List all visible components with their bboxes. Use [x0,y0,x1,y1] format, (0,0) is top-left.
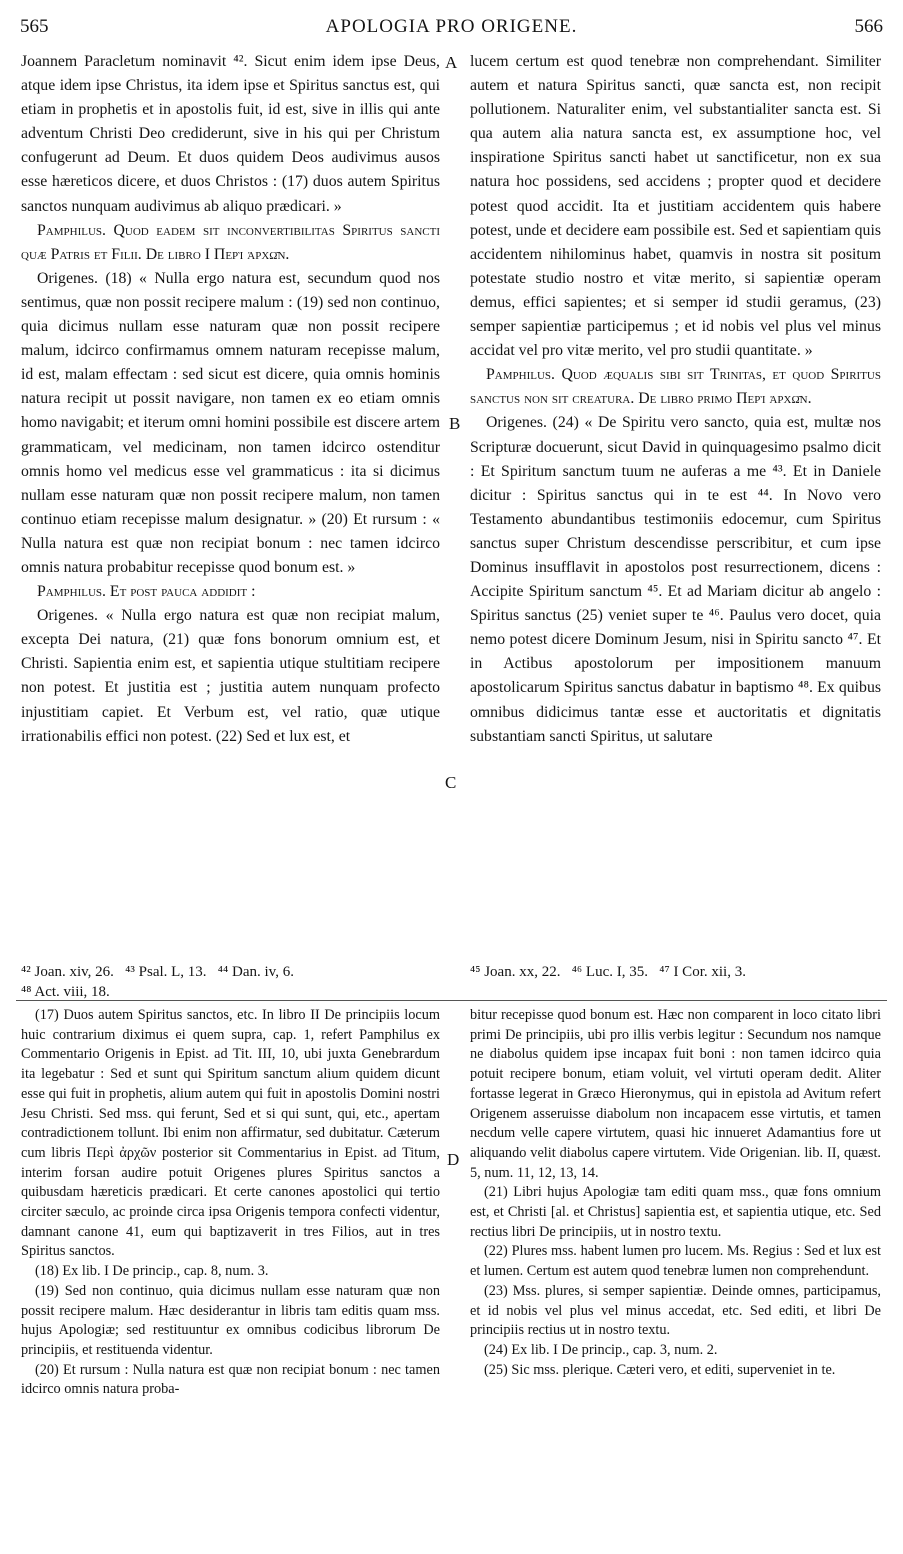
note: (25) Sic mss. plerique. Cæteri vero, et editi, superveniet in te. [484,1361,836,1378]
paragraph: Pamphilus. Quod æqualis sibi sit Trinitas, et quod Spiritus sanctus non sit creatura. De libro primo Περὶ ἀρχῶν. [470,366,881,408]
page-header [16,14,887,44]
page-number-left: 565 [20,16,49,37]
footnotes-right [470,962,881,982]
note: (20) Et rursum : Nulla natura est quæ non recipiat bonum : nec tamen idcirco omnis natura proba- [21,1361,440,1398]
footnote-line: ⁴⁸ Act. viii, 18. [21,984,110,1000]
page-number-right: 566 [854,16,883,37]
paragraph: lucem certum est quod tenebræ non comprehendant. Similiter autem et natura Spiritus sancti, quæ sancta est, non recipit pollutionem. Naturaliter enim, vel substantialiter sancta est. Si qua autem alia natura sancta est, ex assumptione hoc, vel inspiratione Spiritus sancti habet ut sanctificetur, non ex sua natura hoc possidens, sed accidens ; propter quod et decidere potest quod accidit. Ita et justitiam accidentem quis habere potest, unde et decidere eam possibile est. Sed et sapientiam quis accidentem nihilominus habet, quamvis in nostra sit positum potestate studio nostro et vitæ merito, si sapientiæ operam demus, effici sapientes; et si semper id studii geramus, (23) semper sapientiæ participemus ; et id nobis vel plus vel minus accidat vel pro vitæ merito, vel pro studii quantitate. » [470,53,881,360]
right-text-column [470,50,881,955]
paragraph: Pamphilus. Quod eadem sit inconvertibilitas Spiritus sancti quæ Patris et Filii. De libro I Περὶ ἀρχῶν. [21,221,440,263]
paragraph: Origenes. « Nulla ergo natura est quæ non recipiat malum, excepta Dei natura, (21) quæ fons bonorum omnium est, et Christi. Sapientia enim est, et sapientia utique stultitiam recipere non potest. Et justitia est ; justitia autem nunquam profecto injustitiam capiet. Et Verbum est, vel ratio, quæ utique irrationabilis effici non potest. (22) Sed et lux est, et [21,607,440,745]
paragraph: Pamphilus. Et post pauca addidit : [37,583,256,601]
footnote-line: ⁴⁵ Joan. xx, 22. ⁴⁶ Luc. I, 35. ⁴⁷ I Cor. xii, 3. [470,964,746,980]
note: (22) Plures mss. habent lumen pro lucem. Ms. Regius : Sed et lux est et lumen. Certum est autem quod tenebræ lumen non comprehendunt. [470,1243,881,1280]
paragraph: Joannem Paracletum nominavit ⁴². Sicut enim idem ipse Deus, atque idem ipse Christus, ita idem ipse et Spiritus sanctus est, qui etiam in prophetis et in apostolis fuit, id est, sive in illis qui ante adventum Christi Deo crediderunt, sive in his qui per Christum confugerunt ad Deum. Et duos quidem Deos audivimus ausos esse hæreticos dicere, et duos Christos : (17) duos autem Spiritus sanctos nunquam audivimus ab aliquo prædicari. » [21,53,440,215]
footnote-line: ⁴² Joan. xiv, 26. ⁴³ Psal. L, 13. ⁴⁴ Dan. iv, 6. [21,964,294,980]
note: (17) Duos autem Spiritus sanctos, etc. In libro II De principiis locum huic contrarium diximus ei quem supra, cap. 1, refert Pamphilus ex Commentario Origenis in Epist. ad Tit. III, 10, ubi juxta Genebrardum ita legebatur : Sed et sunt qui Spiritum sanctum alium quidem dicunt esse qui fuit in prophetis, alium autem qui fuit in apostolis Domini nostri Jesu Christi. Sed mss. qui ferunt, Sed et si qui sunt, qui, etc., apertam contradictionem tollunt. Ibi enim non affirmatur, sed dubitatur. Cæterum cum libris Περὶ ἀρχῶν posterior sit Commentarius in Epist. ad Titum, interim forsan audire potuit Origenes plures Spiritus sanctos a quibusdam hæreticis prædicari. Et certe canones apostolici qui tertio circiter sæculo, ac proinde circa ipsa Origenis tempora confecti videntur, damnant canone 41, eum qui baptizaverit in tres Filios, aut in tres Spiritus sanctos. [21,1007,440,1260]
notes-separator [16,1000,887,1001]
left-notes-column [21,1006,440,1536]
note: bitur recepisse quod bonum est. Hæc non comparent in loco citato libri primi De principiis, ubi pro illis verbis legitur : Secundum nos namque ne diabolus quidem ipse incapax fuit boni : non tamen idcirco quia potuit recipere bonum, etiam voluit, vel virtuti operam dedit. Aliter fortasse legerat in Græco Hieronymus, qui in epistola ad Avitum refert Origenem asseruisse diabolum non incapacem esse virtutis, et tamen necdum velle capere virtutem, quasi hic innueret Adamantius fore ut aliquando velit diabolus capere virtutem. Vide Origenian. lib. II, quæst. 5, num. 11, 12, 13, 14. [470,1007,881,1181]
margin-mark-b: B [449,414,461,433]
footnotes-left [21,962,440,1002]
left-text-column [21,50,440,955]
right-notes-column [470,1006,881,1536]
margin-mark-a: A [445,53,458,72]
note: (23) Mss. plures, si semper sapientiæ. Deinde omnes, participamus, et id nobis vel plus vel minus accedat, etc. Sed editi, et libri De principiis rectius ut in nostro textu. [470,1282,881,1339]
margin-mark-c: C [445,773,457,792]
note: (24) Ex lib. I De princip., cap. 3, num. 2. [484,1341,718,1358]
note: (21) Libri hujus Apologiæ tam editi quam mss., quæ fons omnium est, et Christi [al. et Christus] sapientia est, et sapientia utique, etc. Sed rectius libri De principiis, ut in nostro textu. [470,1184,881,1240]
paragraph: Origenes. (18) « Nulla ergo natura est, secundum quod nos sentimus, quæ non possit recipere malum : (19) sed non continuo, quia dicimus nullam esse naturam quæ non possit recipere malum, idcirco confirmamus omnem naturam recepisse malum, id est, malam effectam : sed sicut est dicere, quia omnis hominis natura recipit ut possit navigare, non tamen ex eo etiam omnis homo navigabit; et iterum omni homini possibile est discere artem grammaticam, vel medicinam, non tamen idcirco ostenditur omnis homo vel medicus esse vel grammaticus : ita si dicimus nullam esse naturam quæ non possit recipere malum, non tamen continuo etiam recepisse malum designatur. » (20) Et rursum : « Nulla natura est quæ non recipiat bonum : nec tamen idcirco omnis natura probabitur recepisse quod bonum est. » [21,269,440,576]
margin-mark-d: D [447,1150,460,1169]
running-title: APOLOGIA PRO ORIGENE. [325,16,578,37]
note: (18) Ex lib. I De princip., cap. 8, num. 3. [35,1263,269,1280]
note: (19) Sed non continuo, quia dicimus nullam esse naturam quæ non possit recipere malum. Hæc desiderantur in libris tam editis quam mss. hujus Apologiæ; sed restituuntur ex omnibus codicibus librorum De principiis, et restituenda videntur. [21,1282,440,1358]
paragraph: Origenes. (24) « De Spiritu vero sancto, quia est, multæ nos Scripturæ docuerunt, sicut David in quinquagesimo psalmo dicit : Et Spiritum sanctum tuum ne auferas a me ⁴³. Et in Daniele dicitur : Spiritus sanctus qui in te est ⁴⁴. In Novo vero Testamento abundantibus testimoniis edocemur, cum Spiritus sanctus super Christum descendisse perscribitur, et cum ipse Dominus insufflavit in apostolos post resurrectionem, dicens : Accipite Spiritum sanctum ⁴⁵. Et ad Mariam dicitur ab angelo : Spiritus sanctus (25) veniet super te ⁴⁶. Paulus vero docet, quia nemo potest dicere Dominum Jesum, nisi in Spiritu sancto ⁴⁷. Et in Actibus apostolorum per impositionem manuum apostolicarum Spiritus sanctus dabatur in baptismo ⁴⁸. Ex quibus omnibus didicimus tantæ esse et auctoritatis et dignitatis substantiam sancti Spiritus, ut salutare [470,414,881,745]
